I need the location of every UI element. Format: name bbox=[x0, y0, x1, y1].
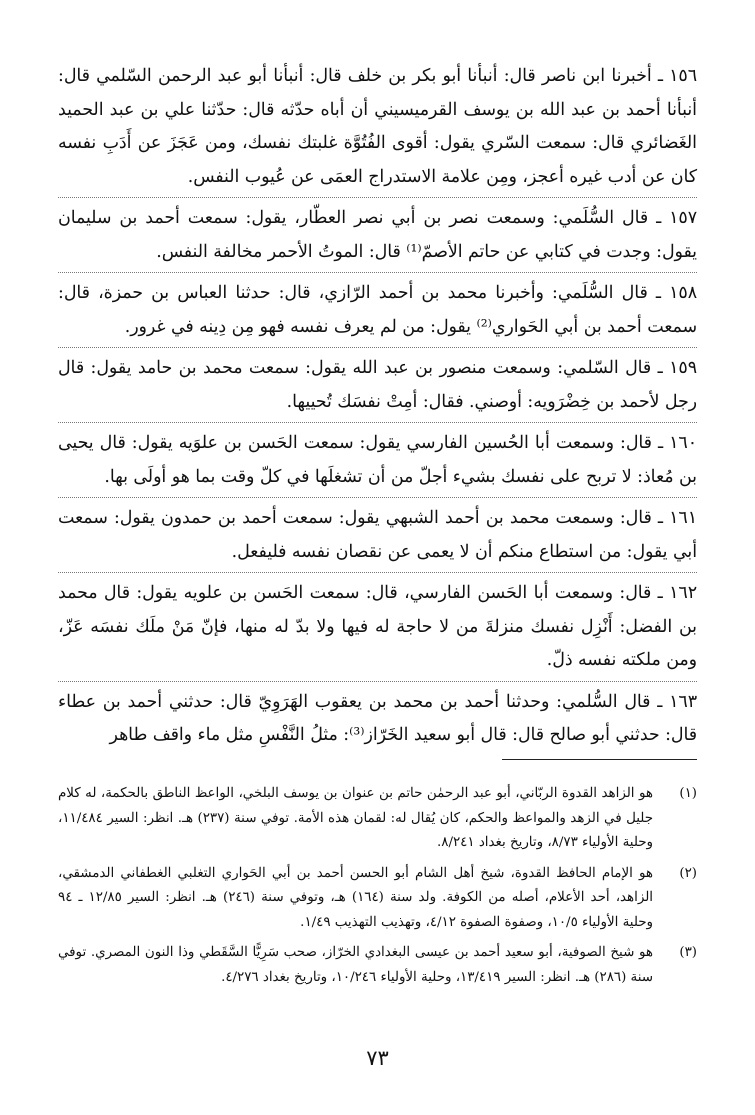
paragraph-159: ١٥٩ ـ قال السّلمي: وسمعت منصور بن عبد الله يقول: سمعت محمد بن حامد يقول: قال رجل لأحمد بن خِضْرَويه: أوصني. فقال: أمِتْ نفسَك تُحييها. bbox=[58, 352, 697, 423]
footnote-text: هو الإمام الحافظ القدوة، شيخ أهل الشام أبو الحسن أحمد بن أبي الحَواري التغلبي الغطفاني الدمشقي، الزاهد، أحد الأعلام، أصله من الكوفة. ولد سنة (١٦٤) هـ، وتوفي سنة (٢٤٦) هـ. انظر: السير ١٢/٨٥ ـ ٩٤ وحلية الأولياء ١٠/٥، وصفوة الصفوة ٤/١٢، وتهذيب التهذيب ١/٤٩. bbox=[58, 865, 654, 930]
paragraph-157: ١٥٧ ـ قال السُّلَمي: وسمعت نصر بن أبي نصر العطّار، يقول: سمعت أحمد بن سليمان يقول: وجدت في كتابي عن حاتم الأصمّ⁽¹⁾ قال: الموتُ الأحمر مخالفة النفس. bbox=[58, 202, 697, 273]
footnote-1 bbox=[58, 782, 697, 856]
paragraph-162: ١٦٢ ـ قال: وسمعت أبا الحَسن الفارسي، قال: سمعت الحَسن بن علويه يقول: قال محمد بن الفضل: أَنْزِل نفسك منزلةَ من لا حاجة له فيها ولا بدّ له منها، فإنّ مَنْ ملَك نفسَه عَزّ، ومن ملكته نفسه ذلّ. bbox=[58, 577, 697, 682]
footnote-number: (١) bbox=[679, 786, 697, 801]
paragraph-156: ١٥٦ ـ أخبرنا ابن ناصر قال: أنبأنا أبو بكر بن خلف قال: أنبأنا أبو عبد الرحمن السّلمي قال: أنبأنا أحمد بن عبد الله بن يوسف القرميسيني أن أباه حدّثه قال: حدّثنا علي بن عبد الحميد الغَضائري قال: سمعت السّري يقول: أقوى الفُتُوَّة غلبتك نفسك، ومن عَجَزَ عن أَدَبِ نفسه كان عن أدب غيره أعجز، ومِن علامة الاستدراج العمَى عن عُيوب النفس. bbox=[58, 60, 697, 198]
footnote-3 bbox=[58, 941, 697, 990]
paragraph-163: ١٦٣ ـ قال السُّلمي: وحدثنا أحمد بن محمد بن يعقوب الهَرَوِيّ قال: حدثني أحمد بن عطاء قال: حدثني أبو صالح قال: قال أبو سعيد الخَرّاز⁽³⁾: مثلُ النَّفْسِ مثل ماء واقف طاهر bbox=[58, 691, 697, 745]
paragraph-158: ١٥٨ ـ قال السُّلَمي: وأخبرنا محمد بن أحمد الرّازي، قال: حدثنا العباس بن حمزة، قال: سمعت أحمد بن أبي الحَواري⁽²⁾ يقول: من لم يعرف نفسه فهو مِن دِينه في غرور. bbox=[58, 277, 697, 348]
paragraph-160: ١٦٠ ـ قال: وسمعت أبا الحُسين الفارسي يقول: سمعت الحَسن بن علوَيه يقول: قال يحيى بن مُعاذ: لا تربح على نفسك بشيء أجلّ من أن تشغلَها في كلّ وقت بما هو أولَى بها. bbox=[58, 427, 697, 498]
page-number: ٧٣ bbox=[366, 1046, 389, 1070]
footnote-2 bbox=[58, 862, 697, 936]
footnote-divider bbox=[502, 759, 697, 760]
main-text bbox=[58, 60, 697, 758]
footnote-text: هو الزاهد القدوة الربّاني، أبو عبد الرحمٰن حاتم بن عنوان بن يوسف البلخي، الواعظ الناطق بالحكمة، له كلام جليل في الزهد والمواعظ والحكم، كان يُقال له: لقمان هذه الأمة. توفي سنة (٢٣٧) هـ. انظر: السير ١١/٤٨٤، وحلية الأولياء ٨/٧٣، وتاريخ بغداد ٨/٢٤١. bbox=[58, 786, 653, 850]
paragraph-161: ١٦١ ـ قال: وسمعت محمد بن أحمد الشبهي يقول: سمعت أحمد بن حمدون يقول: سمعت أبي يقول: من استطاع منكم أن لا يعمى عن نقصان نفسه فليفعل. bbox=[58, 502, 697, 573]
footnote-text: هو شيخ الصوفية، أبو سعيد أحمد بن عيسى البغدادي الخرّاز، صحب سَرِيًّا السَّقَطي وذا النون المصري. توفي سنة (٢٨٦) هـ. انظر: السير ١٣/٤١٩، وحلية الأولياء ١٠/٢٤٦، وتاريخ بغداد ٤/٢٧٦. bbox=[58, 945, 653, 985]
footnote-number: (٣) bbox=[679, 945, 697, 960]
footnote-number: (٢) bbox=[679, 865, 697, 881]
footnotes bbox=[58, 782, 697, 996]
